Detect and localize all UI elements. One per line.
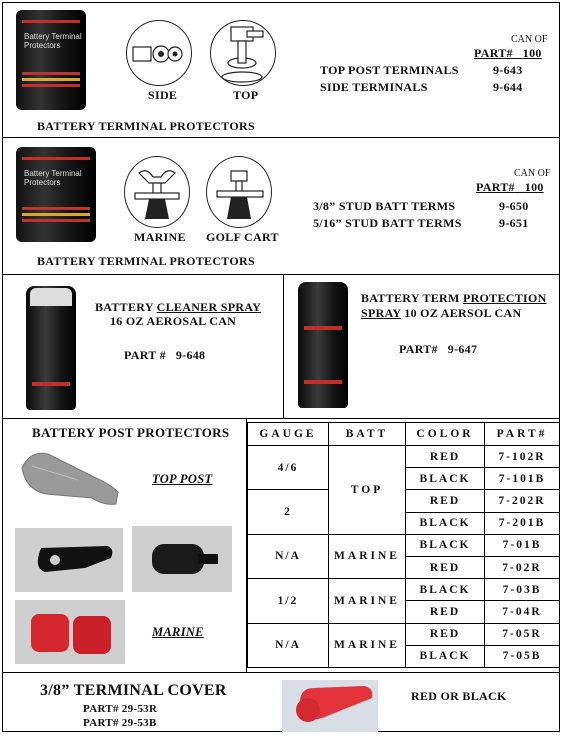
protector-can-image — [16, 147, 96, 242]
divider — [2, 137, 560, 138]
part-row-name: TOP POST TERMINALS — [320, 63, 459, 77]
color-cell: BLACK — [406, 468, 485, 490]
color-cell: BLACK — [406, 534, 485, 556]
post-protector-table — [247, 422, 560, 668]
marine-label: MARINE — [152, 625, 204, 639]
batt-cell: MARINE — [329, 579, 406, 623]
section-title: BATTERY TERMINAL PROTECTORS — [37, 119, 255, 133]
part-cell: 7-02R — [485, 556, 560, 578]
cleaner-title: BATTERY CLEANER SPRAY — [95, 300, 262, 314]
section-title: BATTERY POST PROTECTORS — [32, 425, 230, 440]
part-number: 9-644 — [493, 80, 523, 94]
color-cell: RED — [406, 490, 485, 512]
batt-cell: MARINE — [329, 623, 406, 668]
gauge-cell: 2 — [248, 490, 329, 534]
part-row-name: 5/16” STUD BATT TERMS — [313, 216, 462, 230]
clip-icon — [15, 528, 123, 592]
red-cap-icon — [15, 600, 125, 664]
marine-label: MARINE — [134, 230, 186, 244]
part-number: 9-643 — [493, 63, 523, 77]
part-row-name: SIDE TERMINALS — [320, 80, 428, 94]
can-of-label: CAN OF — [514, 168, 551, 179]
color-cell: RED — [406, 446, 485, 468]
divider — [2, 274, 560, 275]
part-column-header: PART# 100 — [474, 46, 542, 60]
gauge-cell: 1/2 — [248, 579, 329, 623]
terminal-cover-part: PART# 29-53R — [83, 703, 158, 715]
gauge-cell: 4/6 — [248, 446, 329, 490]
table-row — [248, 446, 560, 468]
part-cell: 7-04R — [485, 601, 560, 623]
color-cell: RED — [406, 601, 485, 623]
golf-cart-terminal-diagram — [206, 156, 272, 228]
table-header: BATT — [329, 423, 406, 446]
color-cell: BLACK — [406, 512, 485, 534]
part-cell: 7-05R — [485, 623, 560, 645]
part-column-header: PART# 100 — [476, 180, 544, 194]
table-header: PART# — [485, 423, 560, 446]
red-terminal-cover-icon — [282, 680, 378, 732]
top-label: TOP — [233, 88, 259, 102]
marine-protector-photo — [132, 526, 232, 592]
terminal-cover-photo — [282, 680, 378, 732]
table-header: GAUGE — [248, 423, 329, 446]
part-cell: 7-05B — [485, 645, 560, 667]
protection-title: BATTERY TERM PROTECTION — [361, 291, 547, 305]
section-title: BATTERY TERMINAL PROTECTORS — [37, 254, 255, 268]
marine-terminal-diagram — [124, 156, 190, 228]
divider — [2, 672, 560, 673]
can-label: Battery Terminal Protectors — [24, 169, 82, 187]
divider — [2, 418, 560, 419]
protection-size: SPRAY 10 OZ AERSOL CAN — [361, 306, 522, 320]
batt-cell: TOP — [329, 446, 406, 535]
top-post-protector-image — [18, 448, 126, 510]
part-cell: 7-202R — [485, 490, 560, 512]
boot-icon — [18, 448, 126, 510]
color-cell: BLACK — [406, 579, 485, 601]
part-cell: 7-101B — [485, 468, 560, 490]
part-number: 9-651 — [499, 216, 529, 230]
cleaner-spray-can-image — [26, 286, 76, 410]
terminal-cover-title: 3/8” TERMINAL COVER — [40, 682, 227, 699]
can-label: Battery Terminal Protectors — [24, 32, 82, 50]
part-cell: 7-201B — [485, 512, 560, 534]
gauge-cell: N/A — [248, 623, 329, 668]
terminal-cover-colors: RED OR BLACK — [411, 689, 507, 703]
color-cell: BLACK — [406, 645, 485, 667]
can-of-label: CAN OF — [511, 34, 548, 45]
wing-nut-icon — [125, 157, 189, 227]
terminal-cover-part: PART# 29-53B — [83, 717, 157, 729]
side-terminal-diagram — [126, 20, 192, 86]
color-cell: RED — [406, 623, 485, 645]
marine-protector-photo — [15, 528, 123, 592]
protector-can-image — [16, 10, 86, 110]
cleaner-part: PART # 9-648 — [124, 348, 206, 362]
part-cell: 7-01B — [485, 534, 560, 556]
golf-cart-label: GOLF CART — [206, 230, 279, 244]
gauge-cell: N/A — [248, 534, 329, 578]
part-cell: 7-102R — [485, 446, 560, 468]
side-label: SIDE — [148, 88, 178, 102]
divider — [283, 274, 284, 418]
red-marine-protector-photo — [15, 600, 125, 664]
table-row — [248, 534, 560, 556]
top-terminal-icon — [211, 21, 275, 85]
protection-spray-can-image — [298, 282, 348, 408]
part-number: 9-650 — [499, 199, 529, 213]
top-post-label: TOP POST — [152, 472, 213, 486]
top-terminal-diagram — [210, 20, 276, 86]
part-cell: 7-03B — [485, 579, 560, 601]
table-row — [248, 579, 560, 601]
table-header: COLOR — [406, 423, 485, 446]
protection-part: PART# 9-647 — [399, 342, 478, 356]
hex-nut-icon — [207, 157, 271, 227]
part-row-name: 3/8” STUD BATT TERMS — [313, 199, 456, 213]
cap-icon — [132, 526, 232, 592]
table-header-row — [248, 423, 560, 446]
cleaner-size: 16 OZ AEROSAL CAN — [110, 314, 237, 328]
color-cell: RED — [406, 556, 485, 578]
side-terminal-icon — [127, 21, 191, 85]
table-row — [248, 623, 560, 645]
batt-cell: MARINE — [329, 534, 406, 578]
